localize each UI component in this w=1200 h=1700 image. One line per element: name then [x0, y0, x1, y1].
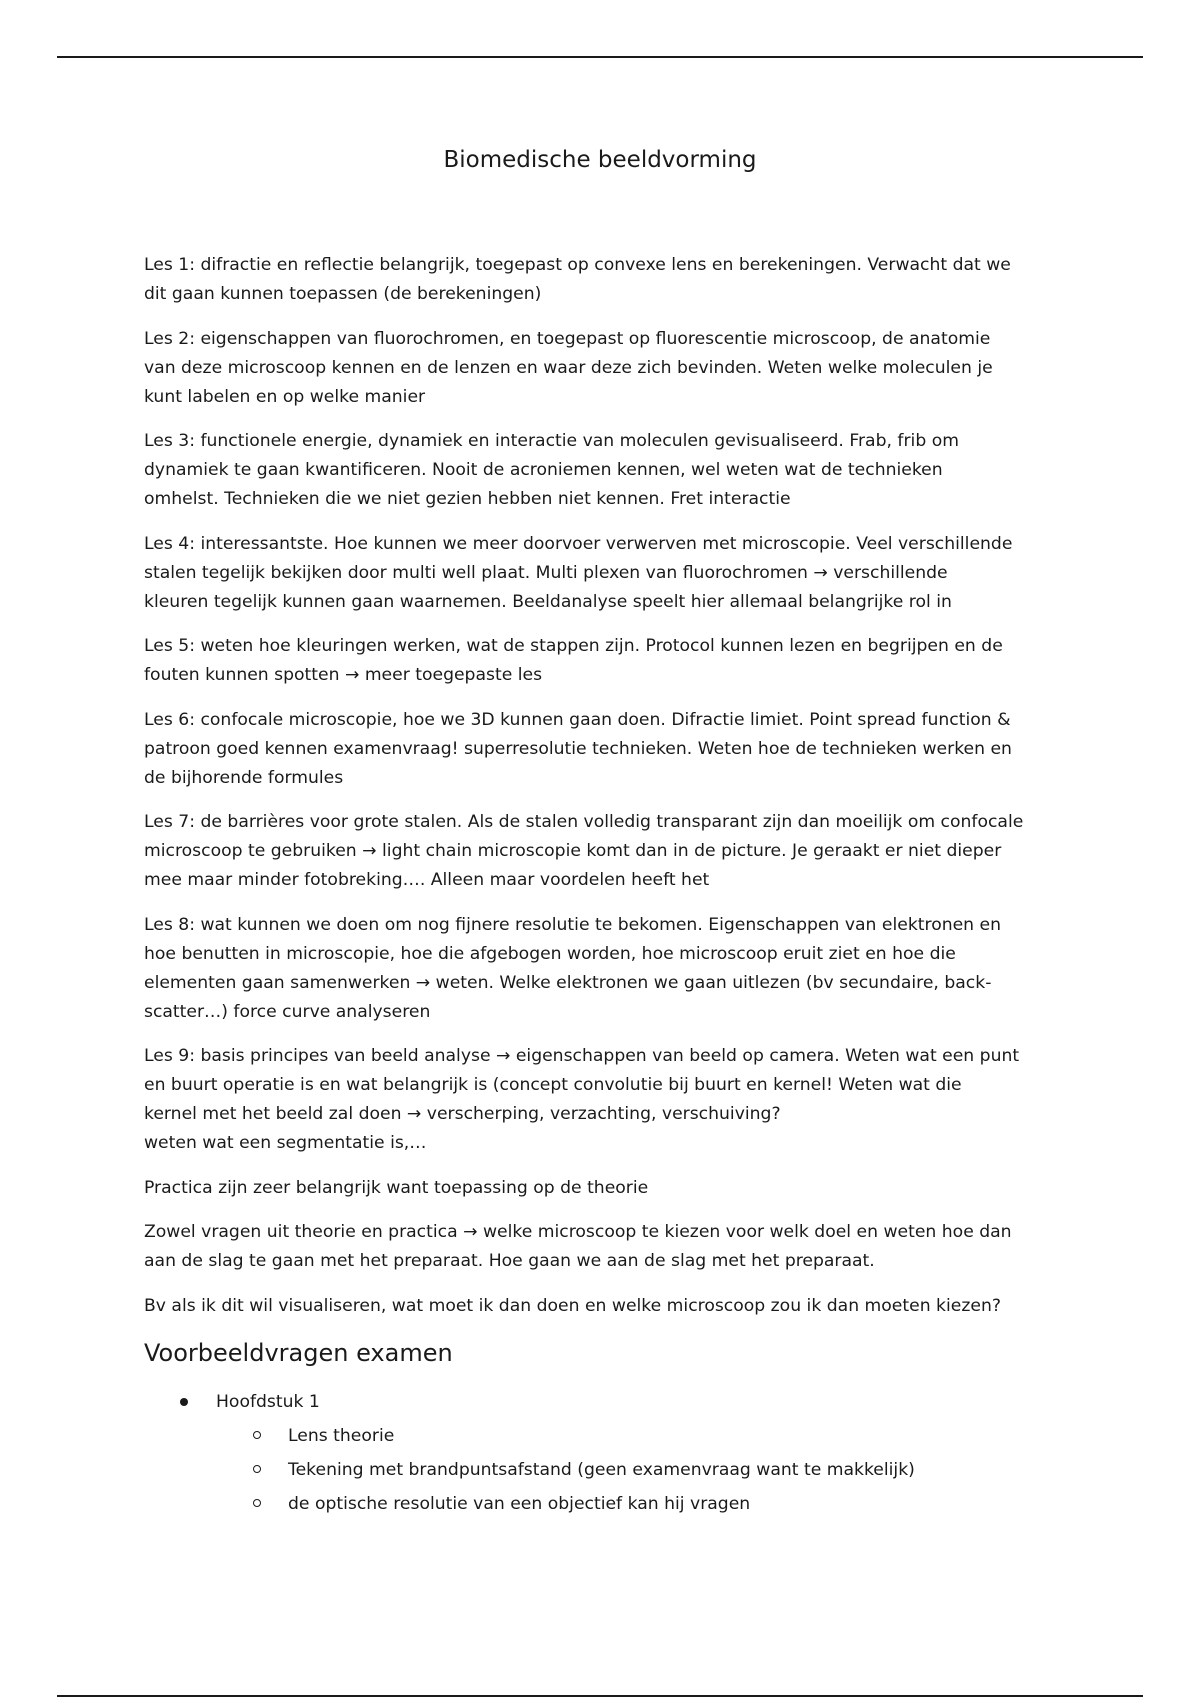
sub-list-item: [216, 1487, 1064, 1521]
exam-question-list: [144, 1386, 1064, 1521]
sub-list-item-label: Tekening met brandpuntsafstand (geen examenvraag want te makkelijk): [288, 1460, 915, 1480]
paragraph-les-2: Les 2: eigenschappen van fluorochromen, en toegepast op fluorescentie microscoop, de anatomie van deze microscoop kennen en de lenzen en waar deze zich bevinden. Weten welke moleculen je kunt labelen en op welke manier: [144, 328, 993, 407]
paragraph-les-7: Les 7: de barrières voor grote stalen. Als de stalen volledig transparant zijn dan moeilijk om confocale microscoop te gebruiken → light chain microscopie komt dan in de picture. Je geraakt er niet dieper mee maar minder fotobreking…. Alleen maar voordelen heeft het: [144, 812, 1024, 890]
top-rule: [57, 56, 1143, 58]
paragraph-les-1: Les 1: difractie en reflectie belangrijk, toegepast op convexe lens en berekeningen. Verwacht dat we dit gaan kunnen toepassen (de berekeningen): [144, 255, 1011, 304]
sub-list-item: [216, 1419, 1064, 1453]
circle-bullet-icon: [253, 1431, 261, 1439]
paragraph-les-3: Les 3: functionele energie, dynamiek en interactie van moleculen gevisualiseerd. Frab, frib om dynamiek te gaan kwantificeren. Nooit de acroniemen kennen, wel weten wat de technieken omhelst. Technieken die we niet gezien hebben niet kennen. Fret interactie: [144, 431, 959, 509]
paragraph-les-5: Les 5: weten hoe kleuringen werken, wat de stappen zijn. Protocol kunnen lezen en begrijpen en de fouten kunnen spotten → meer toegepaste les: [144, 636, 1003, 685]
sub-list-item-label: de optische resolutie van een objectief kan hij vragen: [288, 1494, 751, 1514]
sub-list-item-label: Lens theorie: [288, 1426, 395, 1446]
circle-bullet-icon: [253, 1465, 261, 1473]
circle-bullet-icon: [253, 1499, 261, 1507]
paragraph-les-8: Les 8: wat kunnen we doen om nog fijnere resolutie te bekomen. Eigenschappen van elektronen en hoe benutten in microscopie, hoe die afgebogen worden, hoe microscoop eruit ziet en hoe die elementen gaan samenwerken → weten. Welke elektronen we gaan uitlezen (bv secundaire, back- scatter…) force curve analyseren: [144, 914, 1002, 1022]
list-item-label: Hoofdstuk 1: [216, 1392, 320, 1412]
paragraph-vragen: Zowel vragen uit theorie en practica → welke microscoop te kiezen voor welk doel en weten hoe dan aan de slag te gaan met het preparaat. Hoe gaan we aan de slag met het preparaat.: [144, 1222, 1012, 1271]
document-title: Biomedische beeldvorming: [443, 147, 757, 173]
bottom-rule: [57, 1695, 1143, 1697]
bullet-icon: [180, 1398, 188, 1406]
paragraph-les-9: Les 9: basis principes van beeld analyse → eigenschappen van beeld op camera. Weten wat een punt en buurt operatie is en wat belangrijk is (concept convolutie bij buurt en kernel! Weten wat die kernel met het beeld zal doen → verscherping, verzachting, verschuiving? weten wat een segmentatie is,…: [144, 1046, 1020, 1153]
sub-list: [216, 1419, 1064, 1521]
document-body: [144, 251, 1064, 1521]
paragraph-visualiseren: Bv als ik dit wil visualiseren, wat moet ik dan doen en welke microscoop zou ik dan moeten kiezen?: [144, 1295, 1001, 1316]
paragraph-les-6: Les 6: confocale microscopie, hoe we 3D kunnen gaan doen. Difractie limiet. Point spread function & patroon goed kennen examenvraag! superresolutie technieken. Weten hoe de technieken werken en de bijhorende formules: [144, 709, 1012, 788]
section-heading: Voorbeeldvragen examen: [144, 1339, 453, 1367]
list-item: [144, 1386, 1064, 1521]
paragraph-practica: Practica zijn zeer belangrijk want toepassing op de theorie: [144, 1177, 649, 1198]
sub-list-item: [216, 1453, 1064, 1487]
paragraph-les-4: Les 4: interessantste. Hoe kunnen we meer doorvoer verwerven met microscopie. Veel verschillende stalen tegelijk bekijken door multi well plaat. Multi plexen van fluorochromen → verschillende kleuren tegelijk kunnen gaan waarnemen. Beeldanalyse speelt hier allemaal belangrijke rol in: [144, 533, 1013, 612]
